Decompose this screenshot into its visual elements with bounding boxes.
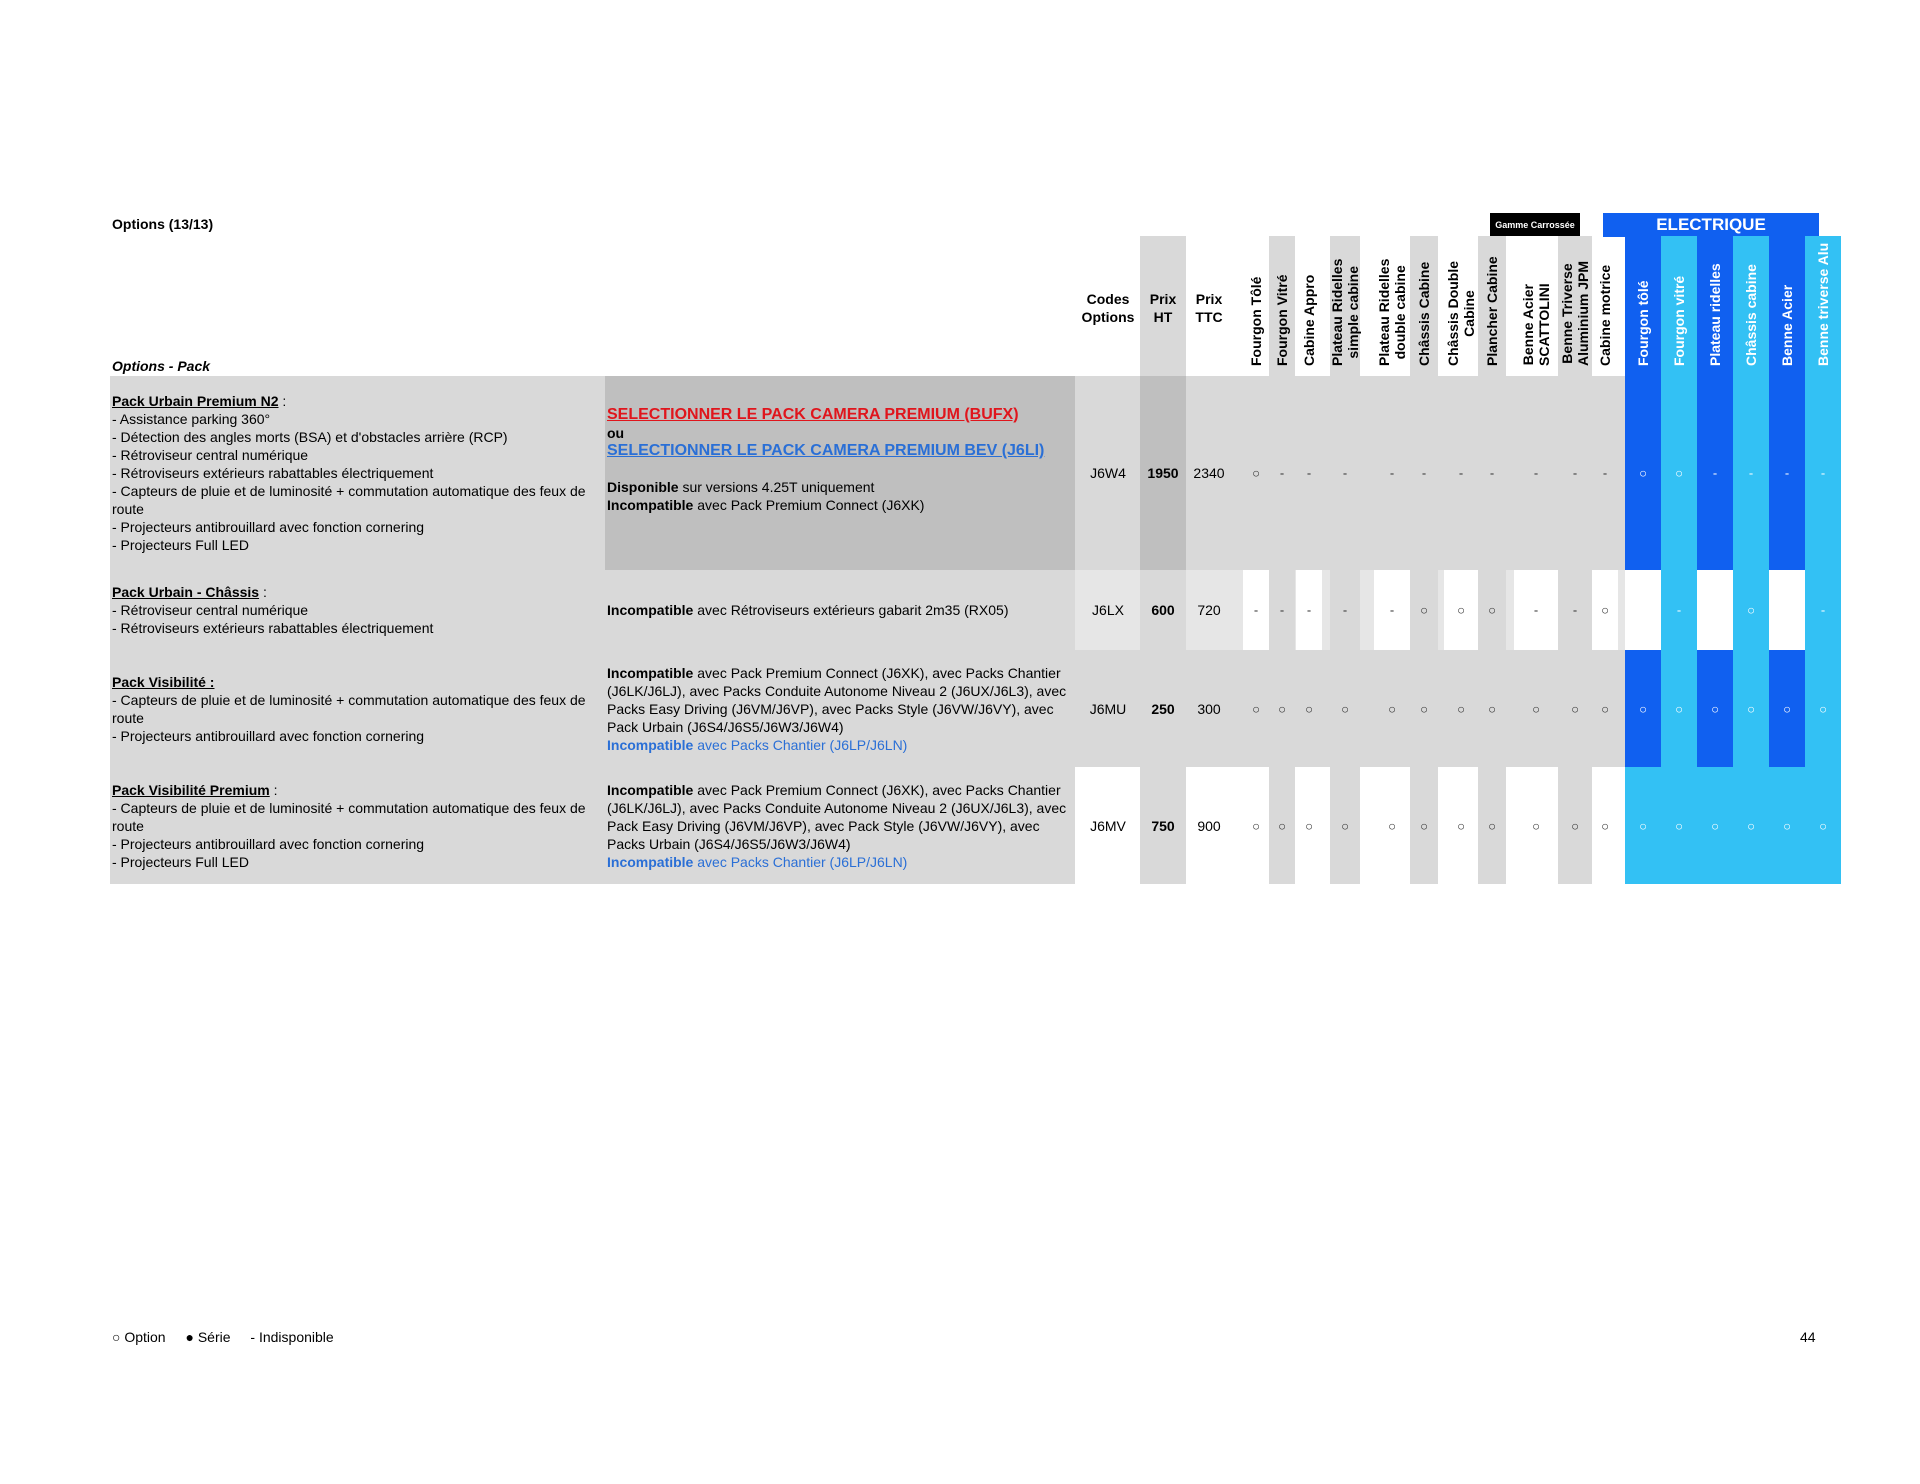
availability-mark: ○	[1278, 818, 1286, 833]
column-header	[1301, 275, 1317, 366]
column-header-line: Cabine	[1461, 290, 1477, 337]
column-header-line: simple cabine	[1345, 266, 1361, 359]
option-feature: - Capteurs de pluie et de luminosité + commutation automatique des feux de route	[112, 691, 586, 726]
option-description	[112, 583, 592, 637]
availability-mark: ○	[1747, 818, 1755, 833]
availability-mark: -	[1306, 602, 1312, 618]
option-feature: - Détection des angles morts (BSA) et d'obstacles arrière (RCP)	[112, 429, 508, 445]
incompatible-text: avec Pack Premium Connect (J6XK), avec Packs Chantier (J6LK/J6LJ), avec Packs Conduite Autonome Niveau 2 (J6UX/J6L3), avec Packs Easy Driving (J6VM/J6VP), avec Packs Style (J6VW/J6VY), avec Pack Urbain (J6S4/J6S5/J6W3/J6W4)	[607, 664, 1067, 735]
option-feature: - Capteurs de pluie et de luminosité + commutation automatique des feux de route	[112, 799, 586, 834]
option-compatibility	[607, 664, 1067, 754]
header-prix-ht: Prix HT	[1149, 291, 1177, 325]
incompatible-text: avec Rétroviseurs extérieurs gabarit 2m35 (RX05)	[693, 602, 1009, 618]
availability-mark: ○	[1639, 465, 1647, 481]
availability-mark: -	[1489, 465, 1495, 481]
option-code: J6LX	[1092, 602, 1124, 618]
availability-mark: ○	[1341, 818, 1349, 833]
column-header-line: Fourgon Vitré	[1274, 274, 1290, 366]
option-description	[112, 673, 592, 745]
option-title: Pack Visibilité :	[112, 673, 215, 690]
availability-mark: ○	[1388, 701, 1396, 716]
column-header	[1274, 274, 1290, 366]
availability-mark: ○	[1252, 701, 1260, 716]
page-number: 44	[1800, 1329, 1816, 1345]
availability-mark: -	[1533, 465, 1539, 481]
header-codes-options: Codes Options	[1081, 291, 1135, 325]
option-feature: - Capteurs de pluie et de luminosité + commutation automatique des feux de route	[112, 483, 586, 517]
availability-mark: -	[1279, 602, 1285, 618]
section-title: Options - Pack	[112, 358, 211, 374]
option-feature: - Projecteurs antibrouillard avec fonction cornering	[112, 519, 425, 535]
column-header-line: Benne Acier	[1520, 284, 1536, 366]
availability-mark: -	[1820, 602, 1826, 618]
pack-camera-premium-link[interactable]: SELECTIONNER LE PACK CAMERA PREMIUM (BUFX)	[607, 406, 1019, 423]
availability-mark: -	[1602, 465, 1608, 481]
option-title: Pack Visibilité Premium	[112, 781, 270, 798]
column-header-line: Plateau ridelles	[1707, 263, 1723, 366]
availability-mark: -	[1342, 465, 1348, 481]
availability-mark: ○	[1675, 701, 1683, 716]
availability-mark: -	[1572, 465, 1578, 481]
availability-mark: ○	[1457, 818, 1465, 833]
availability-mark: ○	[1819, 701, 1827, 716]
incompatible-label: Incompatible	[607, 781, 694, 798]
availability-text: sur versions 4.25T uniquement	[678, 479, 875, 495]
column-header-line: Benne triverse Alu	[1815, 242, 1831, 366]
incompatibility-note-chantier	[607, 736, 1067, 754]
availability-mark: ○	[1532, 818, 1540, 833]
electrique-banner: ELECTRIQUE	[1603, 213, 1819, 237]
availability-mark: -	[1421, 465, 1427, 481]
availability-mark: ○	[1601, 701, 1609, 716]
availability-mark: ○	[1388, 818, 1396, 833]
incompatible-label: Incompatible	[607, 602, 694, 618]
column-header	[1559, 261, 1591, 366]
column-header-line: Châssis cabine	[1743, 264, 1759, 366]
availability-mark: ○	[1305, 701, 1313, 716]
availability-mark: ○	[1747, 701, 1755, 716]
column-header	[1635, 280, 1651, 366]
option-feature: - Rétroviseurs extérieurs rabattables électriquement	[112, 465, 434, 481]
column-header	[1484, 256, 1500, 366]
availability-mark: ○	[1783, 818, 1791, 833]
availability-mark: ○	[1675, 465, 1683, 481]
option-feature: - Rétroviseur central numérique	[112, 447, 309, 463]
option-feature: - Rétroviseurs extérieurs rabattables électriquement	[112, 620, 434, 636]
incompatible-label: Incompatible	[607, 664, 694, 681]
column-header-line: Fourgon tôlé	[1635, 280, 1651, 366]
legend-option: ○ Option	[112, 1329, 166, 1345]
availability-mark: -	[1712, 602, 1718, 618]
price-ttc: 900	[1197, 817, 1221, 834]
column-header-line: Cabine motrice	[1597, 264, 1613, 366]
column-header	[1815, 243, 1831, 366]
option-compatibility	[607, 601, 1067, 619]
availability-mark: -	[1676, 602, 1682, 618]
availability-mark: -	[1572, 602, 1578, 618]
price-ttc: 2340	[1193, 465, 1225, 481]
column-header	[1445, 261, 1477, 366]
option-code: J6W4	[1090, 465, 1126, 481]
incompatibility-note	[607, 781, 1067, 853]
incompatible-text: avec Packs Chantier (J6LP/J6LN)	[693, 736, 908, 753]
column-header-line: Cabine Appro	[1301, 274, 1317, 366]
spacer	[607, 460, 1067, 478]
availability-mark: ○	[1532, 701, 1540, 716]
option-description	[112, 781, 592, 871]
availability-mark: ○	[1252, 465, 1260, 481]
availability-mark: ○	[1819, 818, 1827, 833]
column-header	[1416, 262, 1432, 366]
legend-serie: ● Série	[185, 1329, 231, 1345]
incompatibility-note	[607, 601, 1067, 619]
legend-indisponible: - Indisponible	[250, 1329, 334, 1345]
column-header	[1671, 276, 1687, 366]
availability-mark: ○	[1488, 818, 1496, 833]
option-title-suffix: :	[259, 584, 267, 600]
availability-mark: ○	[1457, 701, 1465, 716]
availability-mark: ○	[1639, 701, 1647, 716]
column-header	[1248, 277, 1264, 366]
price-ht: 1950	[1147, 465, 1179, 481]
availability-mark: -	[1279, 465, 1285, 481]
option-title: Pack Urbain - Châssis	[112, 584, 260, 600]
pack-camera-premium-bev-link[interactable]: SELECTIONNER LE PACK CAMERA PREMIUM BEV (J6LI)	[607, 442, 1045, 459]
incompatible-label: Incompatible	[607, 853, 694, 870]
option-compatibility	[607, 406, 1067, 514]
column-header-line: Plateau Ridelles	[1376, 258, 1392, 366]
column-header	[1743, 264, 1759, 366]
column-header-line: SCATTOLINI	[1536, 283, 1552, 366]
option-feature: - Projecteurs antibrouillard avec fonction cornering	[112, 835, 425, 852]
availability-mark: ○	[1252, 818, 1260, 833]
availability-mark: ○	[1305, 818, 1313, 833]
availability-mark: -	[1342, 602, 1348, 618]
column-header-line: Benne Triverse	[1559, 263, 1575, 364]
legend	[112, 1329, 350, 1345]
availability-mark: -	[1712, 465, 1718, 481]
availability-mark: -	[1389, 602, 1395, 618]
column-header	[1707, 263, 1723, 366]
availability-mark: ○	[1747, 602, 1755, 618]
incompatible-text: avec Pack Premium Connect (J6XK)	[693, 497, 925, 513]
option-feature: - Assistance parking 360°	[112, 411, 271, 427]
availability-mark: -	[1820, 465, 1826, 481]
option-code: J6MU	[1089, 700, 1127, 717]
availability-mark: ○	[1675, 818, 1683, 833]
incompatible-label: Incompatible	[607, 736, 694, 753]
option-description	[112, 392, 592, 554]
option-title-suffix: :	[269, 781, 278, 798]
availability-mark: ○	[1639, 818, 1647, 833]
option-title: Pack Urbain Premium N2	[112, 393, 279, 409]
availability-mark: ○	[1420, 701, 1428, 716]
column-header-line: Benne Acier	[1779, 284, 1795, 366]
column-header	[1376, 259, 1408, 366]
incompatibility-note	[607, 664, 1067, 736]
column-header	[1597, 265, 1613, 366]
option-code: J6MV	[1090, 817, 1126, 834]
incompatible-text: avec Pack Premium Connect (J6XK), avec Packs Chantier (J6LK/J6LJ), avec Packs Conduite Autonome Niveau 2 (J6UX/J6L3), avec Pack Easy Driving (J6VM/J6VP), avec Pack Style (J6VW/J6VY), avec Packs Urbain (J6S4/J6S5/J6W3/J6W4)	[607, 781, 1067, 852]
incompatible-text: avec Packs Chantier (J6LP/J6LN)	[693, 853, 908, 870]
incompatibility-note-chantier	[607, 853, 1067, 871]
price-ht: 250	[1151, 700, 1175, 717]
page-title: Options (13/13)	[112, 216, 214, 232]
option-feature: - Rétroviseur central numérique	[112, 602, 309, 618]
availability-mark: ○	[1571, 818, 1579, 833]
availability-mark: -	[1640, 602, 1646, 618]
column-header-line: Châssis Cabine	[1416, 261, 1432, 366]
price-ht: 600	[1151, 602, 1175, 618]
column-header-line: double cabine	[1392, 265, 1408, 360]
or-text: ou	[607, 425, 625, 441]
availability-mark: ○	[1420, 602, 1428, 618]
price-ttc: 720	[1197, 602, 1221, 618]
option-feature: - Projecteurs antibrouillard avec fonction cornering	[112, 727, 425, 744]
column-header	[1779, 285, 1795, 366]
incompatible-label: Incompatible	[607, 497, 694, 513]
availability-mark: ○	[1571, 701, 1579, 716]
availability-mark: ○	[1420, 818, 1428, 833]
availability-note	[607, 478, 1067, 496]
availability-label: Disponible	[607, 479, 679, 495]
availability-mark: -	[1253, 602, 1259, 618]
availability-mark: ○	[1601, 818, 1609, 833]
option-title-suffix: :	[278, 393, 287, 409]
availability-mark: -	[1784, 465, 1790, 481]
availability-mark: -	[1533, 602, 1539, 618]
availability-mark: ○	[1341, 701, 1349, 716]
header-prix-ttc: Prix TTC	[1195, 291, 1223, 325]
gamme-carrossee-badge: Gamme Carrossée	[1490, 213, 1580, 236]
price-ht: 750	[1151, 817, 1175, 834]
option-compatibility	[607, 781, 1067, 871]
availability-mark: ○	[1601, 602, 1609, 618]
availability-mark: ○	[1488, 701, 1496, 716]
column-header-line: Fourgon vitré	[1671, 275, 1687, 366]
column-header-line: Fourgon Tôlé	[1248, 276, 1264, 366]
availability-mark: ○	[1783, 701, 1791, 716]
availability-mark: ○	[1457, 602, 1465, 618]
availability-mark: ○	[1711, 701, 1719, 716]
option-feature: - Projecteurs Full LED	[112, 537, 249, 553]
availability-mark: ○	[1278, 701, 1286, 716]
incompatibility-note	[607, 496, 1067, 514]
price-ttc: 300	[1197, 700, 1221, 717]
availability-mark: ○	[1711, 818, 1719, 833]
column-header-line: Plateau Ridelles	[1329, 258, 1345, 366]
availability-mark: -	[1389, 465, 1395, 481]
availability-mark: -	[1784, 602, 1790, 618]
availability-mark: -	[1458, 465, 1464, 481]
availability-mark: ○	[1488, 602, 1496, 618]
availability-mark: -	[1306, 465, 1312, 481]
column-header-line: Aluminium JPM	[1575, 260, 1591, 366]
column-header	[1329, 259, 1361, 366]
availability-mark: -	[1748, 465, 1754, 481]
column-header-line: Châssis Double	[1445, 260, 1461, 366]
option-feature: - Projecteurs Full LED	[112, 853, 249, 870]
column-header-line: Plancher Cabine	[1484, 256, 1500, 366]
column-header	[1520, 283, 1552, 366]
